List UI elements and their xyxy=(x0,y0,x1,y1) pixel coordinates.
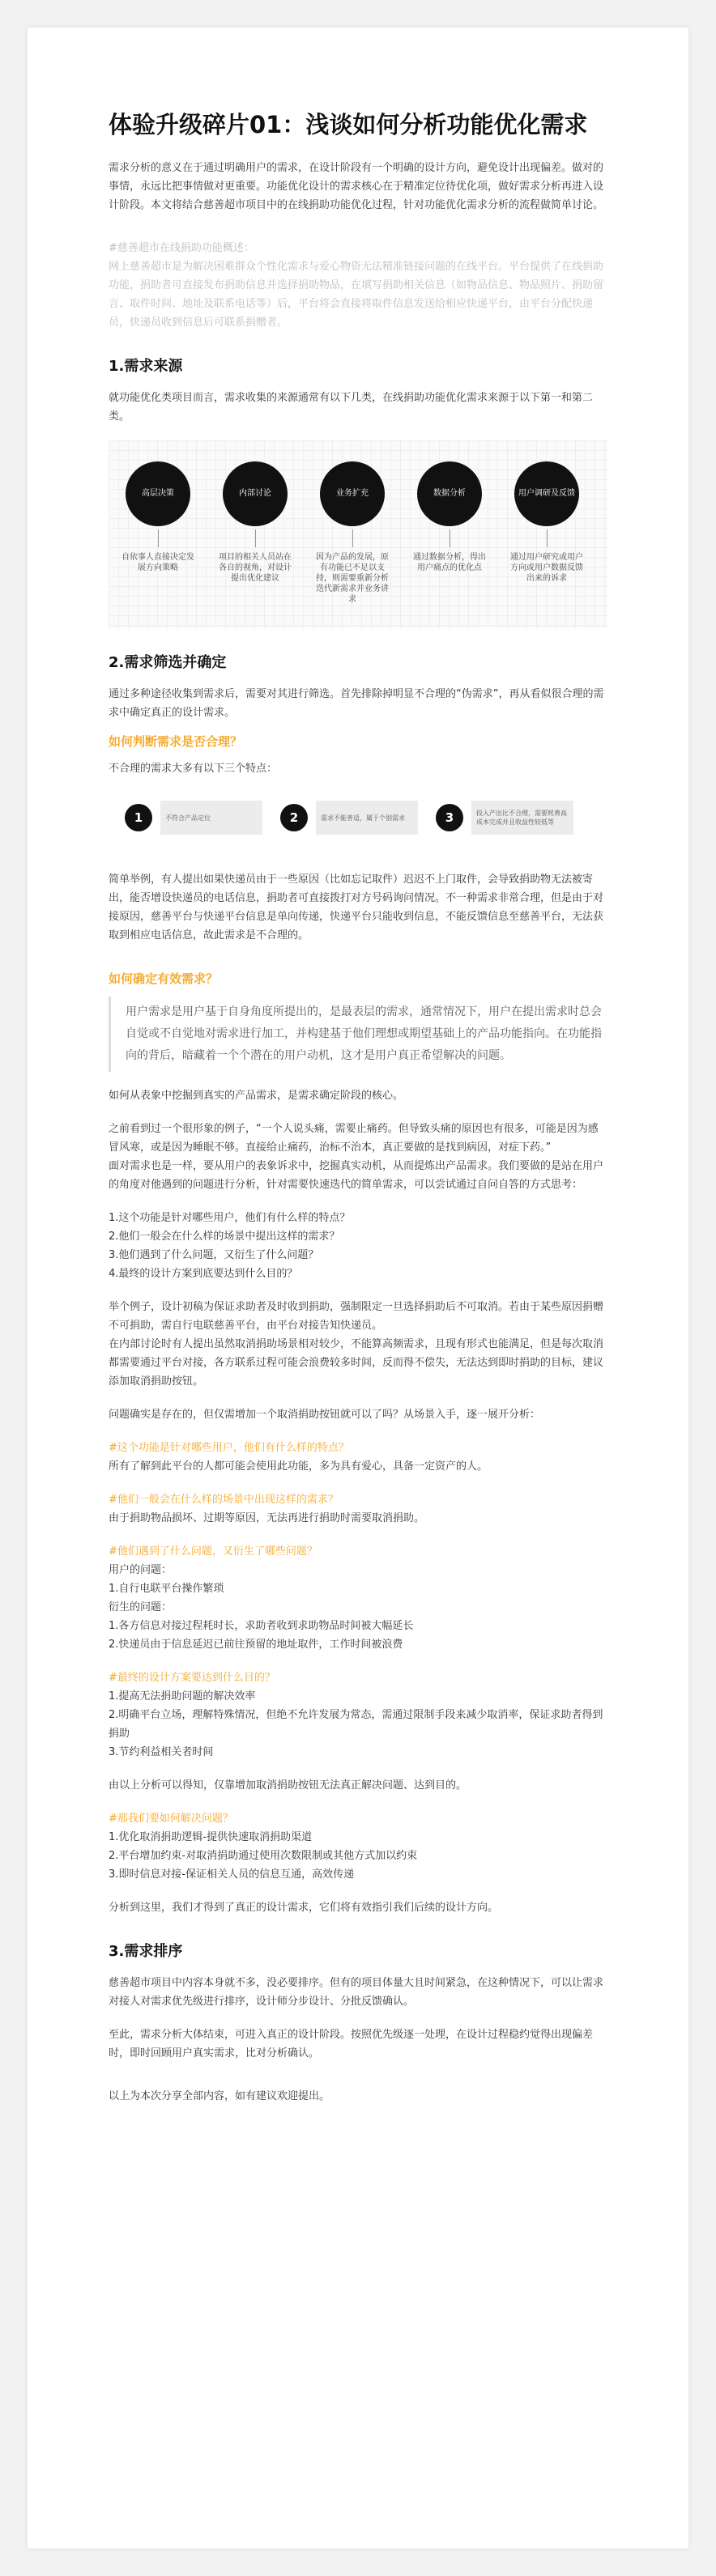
source-node: 内部讨论 xyxy=(223,461,288,526)
section-3-text: 慈善超市项目中内容本身就不多，没必要排序。但有的项目体量大且时间紧急，在这种情况下，可以让需求对接人对需求优先级进行排序，设计师分步设计、分批反馈确认。 xyxy=(109,1977,604,2008)
example-paragraph: 简单举例，有人提出如果快递员由于一些原因（比如忘记取件）迟迟不上门取件，会导致捐助物无法被寄出，能否增设快递员的电话信息，捐助者可直接拨打对方号码询问情况。不一种需求非常合理，但是由于对接原因，慈善平台与快递平台信息是单向传递，快递平台只能收到信息，不能反馈信息至慈善平台，无法获取到相应电话信息，故此需求是不合理的。 xyxy=(109,874,604,942)
source-node: 高层决策 xyxy=(126,461,190,526)
answer-line: 1.各方信息对接过程耗时长，求助者收到求助物品时间被大幅延长 xyxy=(109,1620,414,1632)
answer-line: 1.提高无法捐助问题的解决效率 xyxy=(109,1690,256,1702)
section-3-text-2: 至此，需求分析大体结束，可进入真正的设计阶段。按照优先级逐一处理，在设计过程稳约觉得出现偏差时，即时回顾用户真实需求，比对分析确认。 xyxy=(109,2029,594,2060)
answer-line: 2.快递员由于信息延迟已前往预留的地址取件，工作时间被浪费 xyxy=(109,1639,403,1651)
feature-box: 需求不能普适，属于个别需求 xyxy=(316,801,418,835)
source-node: 业务扩充 xyxy=(320,461,385,526)
section-1-text: 就功能优化类项目而言，需求收集的来源通常有以下几类，在线捐助功能优化需求来源于以下第一和第二类。 xyxy=(109,392,594,423)
source-desc: 因为产品的发展，原有功能已不足以支持，则需要重新分析迭代新需求并业务讲求 xyxy=(316,553,389,604)
question-item: 1.这个功能是针对哪些用户，他们有什么样的特点？ xyxy=(109,1212,351,1224)
section-2-heading: 2.需求筛选并确定 xyxy=(109,654,227,671)
quote-text: 用户需求是用户基于自身角度所提出的，是最表层的需求，通常情况下，用户在提出需求时总会自觉或不自觉地对需求进行加工，并构建基于他们理想或期望基础上的产品功能指向。在功能指向的背后，暗藏着一个个潜在的用户动机，这才是用户真正希望解决的问题。 xyxy=(126,1005,602,1062)
paragraph-summary: 分析到这里，我们才得到了真正的设计需求，它们将有效指引我们后续的设计方向。 xyxy=(109,1902,499,1914)
question-item: 2.他们一般会在什么样的场景中提出这样的需求？ xyxy=(109,1231,340,1243)
solution-item: 1.优化取消捐助逻辑-提供快速取消捐助渠道 xyxy=(109,1831,313,1843)
paragraph-example: 举个例子，设计初稿为保证求助者及时收到捐助，强制限定一旦选择捐助后不可取消。若由于某些原因捐赠不可捐助，需自行电联慈善平台，由平台对接告知快递员。 xyxy=(109,1301,604,1332)
answer-question: #这个功能是针对哪些用户，他们有什么样的特点？ xyxy=(109,1442,349,1454)
connector-line xyxy=(352,529,353,547)
features-diagram xyxy=(109,788,607,856)
connector-line xyxy=(255,529,256,547)
paragraph-example-headache: 之前看到过一个很形象的例子，“一个人说头痛，需要止痛药。但导致头痛的原因也有很多，可能是因为感冒风寒，或是因为睡眠不够。直接给止痛药，治标不治本，真正要做的是找到病因，对症下药。” xyxy=(109,1123,599,1154)
ending-text: 以上为本次分享全部内容，如有建议欢迎提出。 xyxy=(109,2090,330,2102)
answer-line: 用户的问题： xyxy=(109,1564,173,1576)
background-label: #慈善超市在线捐助功能概述： xyxy=(109,242,254,254)
feature-number: 2 xyxy=(280,804,308,831)
question-2-heading: 如何确定有效需求？ xyxy=(109,971,219,986)
source-desc: 项目的相关人员站在各自的视角，对设计提出优化建议 xyxy=(219,553,292,583)
after-quote-text: 如何从表象中挖掘到真实的产品需求，是需求确定阶段的核心。 xyxy=(109,1090,404,1102)
answer-line: 3.节约利益相关者时间 xyxy=(109,1746,214,1758)
feature-number: 3 xyxy=(436,804,463,831)
answer-line: 衍生的问题： xyxy=(109,1601,173,1613)
answer-question: #他们遇到了什么问题，又衍生了哪些问题？ xyxy=(109,1545,318,1558)
answer-line: 由于捐助物品损坏、过期等原因，无法再进行捐助时需要取消捐助。 xyxy=(109,1512,425,1524)
question-1-intro: 不合理的需求大多有以下三个特点： xyxy=(109,763,278,775)
source-node: 用户调研及反馈 xyxy=(514,461,579,526)
connector-line xyxy=(158,529,159,547)
solution-item: 3.即时信息对接-保证相关人员的信息互通，高效传递 xyxy=(109,1868,355,1881)
section-3-heading: 3.需求排序 xyxy=(109,1943,183,1960)
source-diagram xyxy=(109,440,607,628)
solution-question: #那我们要如何解决问题？ xyxy=(109,1813,233,1825)
question-item: 4.最终的设计方案到底要达到什么目的？ xyxy=(109,1268,298,1280)
paragraph-scenario: 问题确实是存在的，但仅需增加一个取消捐助按钮就可以了吗？从场景入手，逐一展开分析： xyxy=(109,1409,541,1421)
background-text: 网上慈善超市是为解决困难群众个性化需求与爱心物资无法精准链接问题的在线平台。平台提供了在线捐助功能，捐助者可直接发布捐助信息并选择捐助物品，在填写捐助相关信息（如物品信息、物品照片、捐助留言、取件时间、地址及联系电话等）后，平台将会直接将取件信息发送给相应快递平台，由平台分配快递员，快递员收到信息后可联系捐赠者。 xyxy=(109,261,604,329)
source-desc: 通过用户研究或用户方向或用户数据反馈出来的诉求 xyxy=(510,553,583,583)
answer-question: #最终的设计方案要达到什么目的？ xyxy=(109,1672,275,1684)
section-2-text: 通过多种途径收集到需求后，需要对其进行筛选。首先排除掉明显不合理的“伪需求”，再从看似很合理的需求中确定真正的设计需求。 xyxy=(109,688,604,719)
source-desc: 通过数据分析，得出用户痛点的优化点 xyxy=(413,553,486,572)
source-node: 数据分析 xyxy=(417,461,482,526)
intro-paragraph: 需求分析的意义在于通过明确用户的需求，在设计阶段有一个明确的设计方向，避免设计出现偏差。做对的事情，永远比把事情做对更重要。功能优化设计的需求核心在于精准定位待优化项，做好需求分析再进入设计阶段。本文将结合慈善超市项目中的在线捐助功能优化过程，针对功能优化需求分析的流程做简单讨论。 xyxy=(109,162,604,211)
paragraph-self-questions: 面对需求也是一样，要从用户的表象诉求中，挖掘真实动机，从而提炼出产品需求。我们要做的是站在用户的角度对他遇到的问题进行分析，针对需要快速迭代的简单需求，可以尝试通过自问自答的方式思考： xyxy=(109,1160,604,1191)
article-title: 体验升级碎片01：浅谈如何分析功能优化需求 xyxy=(109,111,588,138)
answer-line: 2.明确平台立场，理解特殊情况，但绝不允许发展为常态，需通过限制手段来减少取消率，保证求助者得到捐助 xyxy=(109,1709,603,1740)
answer-line: 所有了解到此平台的人都可能会使用此功能，多为具有爱心，具备一定资产的人。 xyxy=(109,1460,488,1473)
paragraph-discussion: 在内部讨论时有人提出虽然取消捐助场景相对较少，不能算高频需求，且现有形式也能满足，但是每次取消都需要通过平台对接，各方联系过程可能会浪费较多时间，反而得不偿失，无法达到即时捐助的目标，建议添加取消捐助按钮。 xyxy=(109,1338,604,1388)
question-item: 3.他们遇到了什么问题，又衍生了什么问题？ xyxy=(109,1249,319,1261)
paragraph-conclusion: 由以上分析可以得知，仅靠增加取消捐助按钮无法真正解决问题、达到目的。 xyxy=(109,1779,467,1792)
article-page xyxy=(28,28,688,2548)
answer-question: #他们一般会在什么样的场景中出现这样的需求？ xyxy=(109,1494,339,1506)
feature-number: 1 xyxy=(125,804,152,831)
feature-box: 不符合产品定位 xyxy=(160,801,262,835)
feature-box: 投入产出比不合理，需要耗费高成本完成并且收益性较低等 xyxy=(471,801,573,835)
question-1-heading: 如何判断需求是否合理？ xyxy=(109,734,243,749)
solution-item: 2.平台增加约束-对取消捐助通过使用次数限制或其他方式加以约束 xyxy=(109,1850,418,1862)
section-1-heading: 1.需求来源 xyxy=(109,358,183,375)
answer-line: 1.自行电联平台操作繁琐 xyxy=(109,1583,224,1595)
connector-line xyxy=(547,529,548,547)
article-content xyxy=(109,108,607,2106)
source-desc: 自依事人直接决定发展方向策略 xyxy=(121,553,194,572)
blockquote xyxy=(109,997,607,1072)
